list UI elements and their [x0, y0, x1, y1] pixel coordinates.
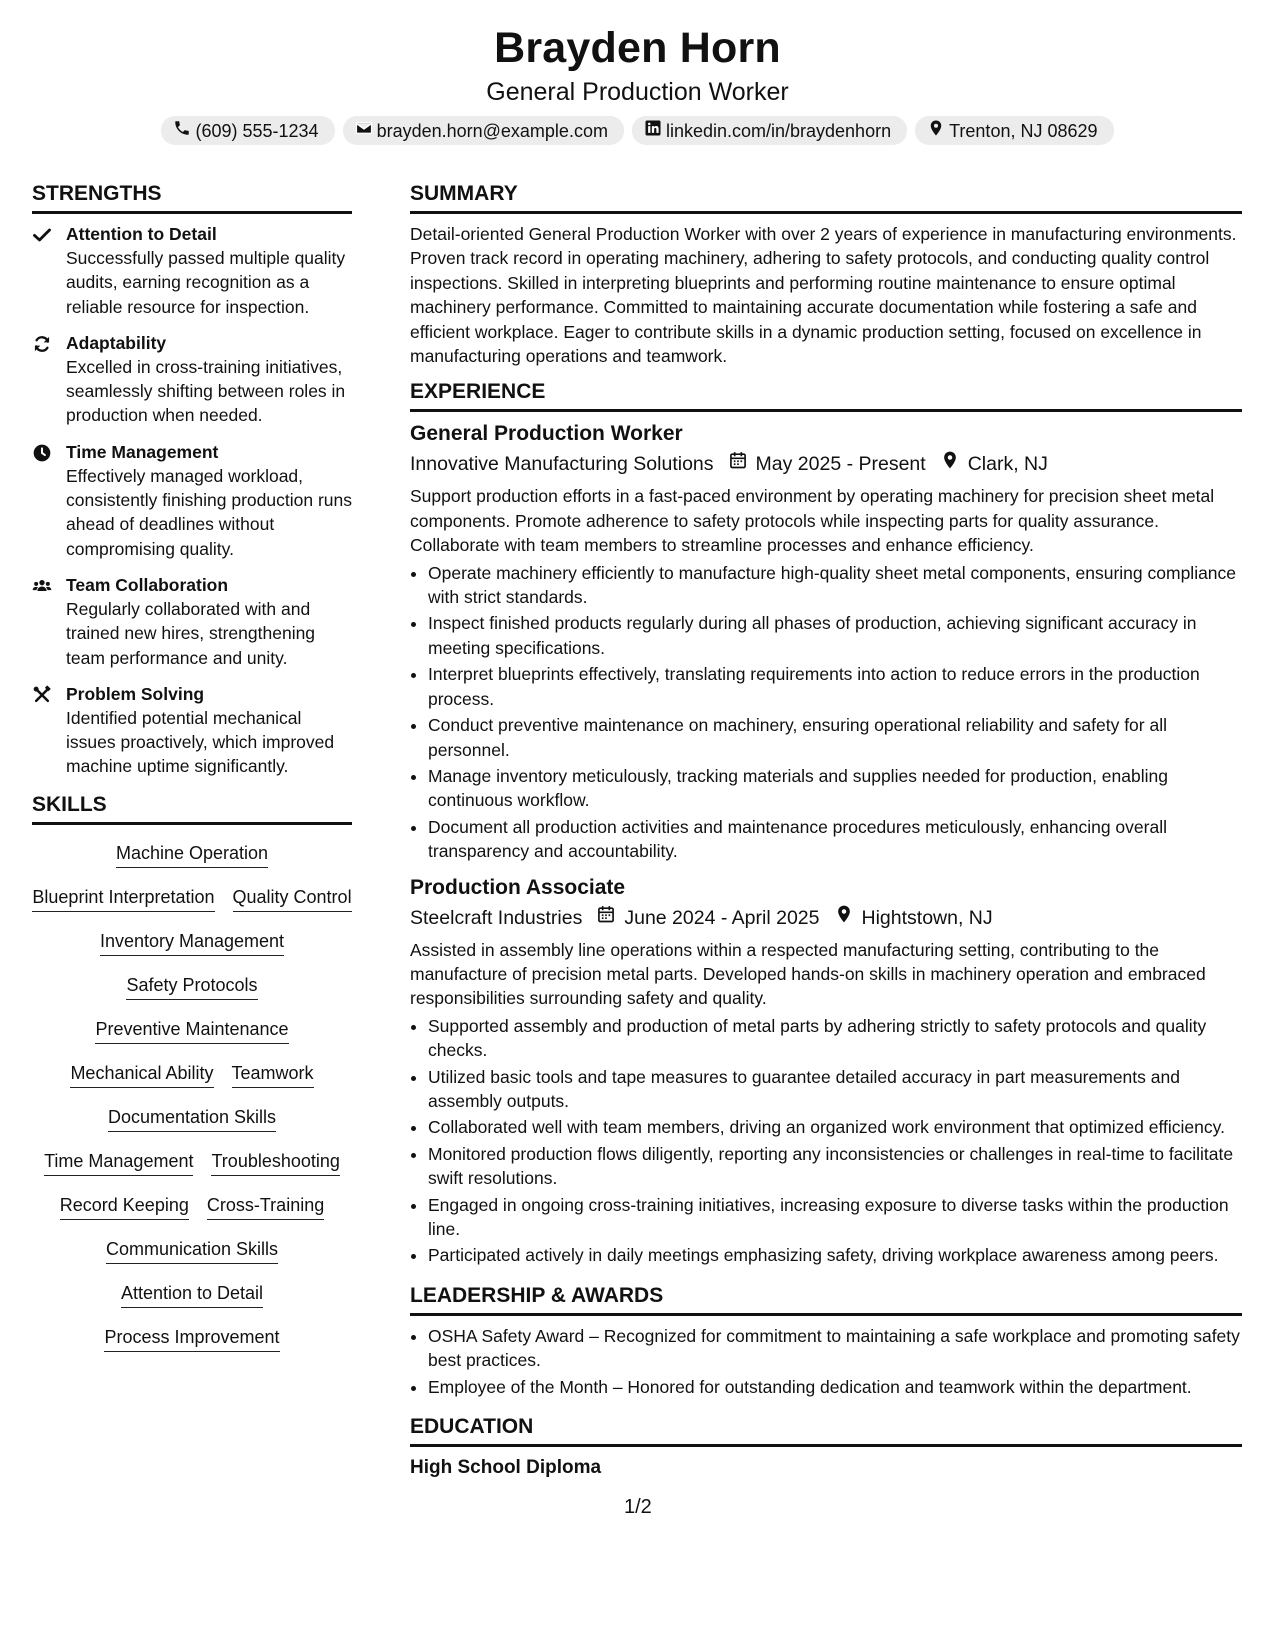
envelope-icon: [355, 119, 373, 142]
list-item: • Interpret blueprints effectively, translating requirements into action to reduce errors in the production process.: [428, 662, 1242, 711]
job-title: General Production Worker: [410, 422, 683, 446]
candidate-name: Brayden Horn: [494, 24, 781, 72]
left-column: [32, 180, 352, 1352]
linkedin-icon: [644, 119, 662, 142]
job-company: Innovative Manufacturing Solutions: [410, 453, 714, 476]
strength-description: Excelled in cross-training initiatives, seamlessly shifting between roles in production when needed.: [66, 356, 346, 426]
contact-location-text: Trenton, NJ 08629: [949, 120, 1098, 141]
list-item: • Inspect finished products regularly during all phases of production, achieving significant accuracy in meeting specifications.: [428, 611, 1242, 660]
map-pin-icon: [820, 904, 862, 932]
skill-tag: Blueprint Interpretation: [32, 885, 214, 912]
strength-description: Identified potential mechanical issues proactively, which improved machine uptime significantly.: [66, 707, 335, 777]
awards-heading: LEADERSHIP & AWARDS: [410, 1282, 1242, 1316]
clock-icon: [32, 440, 56, 561]
skill-tag: Preventive Maintenance: [95, 1017, 288, 1044]
skills-list: [32, 833, 352, 1352]
list-item: • Monitored production flows diligently, reporting any inconsistencies or challenges in real-time to facilitate swift resolutions.: [428, 1142, 1242, 1191]
resume-header: [0, 22, 1275, 145]
strength-item: [32, 440, 352, 561]
skill-tag: Quality Control: [233, 885, 352, 912]
skill-tag: Cross-Training: [207, 1193, 324, 1220]
strength-item: [32, 682, 352, 779]
list-item: • Supported assembly and production of metal parts by adhering strictly to safety protocols and quality checks.: [428, 1014, 1242, 1063]
list-item: • Manage inventory meticulously, tracking materials and supplies needed for production, enabling continuous workflow.: [428, 764, 1242, 813]
strength-description: Effectively managed workload, consistently finishing production runs ahead of deadlines without compromising quality.: [66, 465, 352, 559]
list-item: • Utilized basic tools and tape measures to guarantee detailed accuracy in part measurements and assembly outputs.: [428, 1065, 1242, 1114]
sync-icon: [32, 331, 56, 428]
job-company: Steelcraft Industries: [410, 906, 583, 929]
skill-tag: Troubleshooting: [211, 1149, 339, 1176]
strength-item: [32, 573, 352, 670]
strength-item: [32, 331, 352, 428]
strength-item: [32, 222, 352, 319]
awards-list: [410, 1324, 1242, 1399]
list-item: • Conduct preventive maintenance on machinery, ensuring operational reliability and safety for all personnel.: [428, 713, 1242, 762]
contact-location[interactable]: [915, 116, 1113, 145]
phone-icon: [173, 119, 191, 142]
calendar-icon: [714, 450, 756, 478]
job-location: Clark, NJ: [967, 453, 1048, 476]
job-description: Support production efforts in a fast-paced environment by operating machinery for precision sheet metal components. Promote adherence to safety protocols while inspecting parts for quality assurance. Collaborate with team members to streamline processes and enhance efficiency.: [410, 486, 1215, 556]
check-icon: [32, 222, 56, 319]
skill-tag: Communication Skills: [106, 1237, 278, 1264]
job-title: Production Associate: [410, 875, 626, 899]
job-meta: [410, 450, 1242, 478]
skill-tag: Record Keeping: [60, 1193, 189, 1220]
contact-email-text: brayden.horn@example.com: [376, 120, 608, 141]
job-entry: [410, 874, 1242, 1268]
contact-phone-text: (609) 555-1234: [195, 120, 319, 141]
calendar-icon: [582, 904, 624, 932]
strength-name: Attention to Detail: [66, 224, 217, 244]
job-meta: [410, 904, 1242, 932]
job-dates: May 2025 - Present: [755, 453, 926, 476]
skill-tag: Teamwork: [232, 1061, 314, 1088]
contact-linkedin[interactable]: [632, 116, 907, 145]
strength-name: Time Management: [66, 441, 219, 462]
strength-name: Adaptability: [66, 332, 167, 353]
candidate-title: General Production Worker: [486, 78, 789, 106]
summary-heading: SUMMARY: [410, 180, 1242, 214]
list-item: • Employee of the Month – Honored for outstanding dedication and teamwork within the department.: [428, 1375, 1242, 1399]
strength-description: Successfully passed multiple quality audits, earning recognition as a reliable resource for inspection.: [66, 248, 346, 317]
list-item: • Engaged in ongoing cross-training initiatives, increasing exposure to diverse tasks within the production line.: [428, 1193, 1242, 1242]
page-number: 1/2: [624, 1496, 652, 1518]
contact-email[interactable]: [343, 116, 624, 145]
job-bullets: [410, 561, 1242, 864]
map-pin-icon: [926, 450, 968, 478]
strength-name: Team Collaboration: [66, 574, 229, 595]
skill-tag: Time Management: [44, 1149, 193, 1176]
job-bullets: [410, 1014, 1242, 1268]
list-item: • Participated actively in daily meetings emphasizing safety, driving workplace awareness among peers.: [428, 1243, 1242, 1267]
list-item: • Document all production activities and maintenance procedures meticulously, enhancing overall transparency and accountability.: [428, 815, 1242, 864]
list-item: • OSHA Safety Award – Recognized for commitment to maintaining a safe workplace and promoting safety best practices.: [428, 1324, 1242, 1373]
strength-name: Problem Solving: [66, 683, 205, 704]
summary-text: Detail-oriented General Production Worker with over 2 years of experience in manufacturing environments. Proven track record in operating machinery, adhering to safety protocols, and conducting quality control inspections. Skilled in interpreting blueprints and performing routine maintenance to ensure optimal machinery performance. Committed to maintaining accurate documentation while fostering a safe and efficient workplace. Eager to contribute skills in a dynamic production setting, focused on excellence in manufacturing operations and teamwork.: [410, 224, 1237, 367]
skills-heading: SKILLS: [32, 791, 352, 825]
job-dates: June 2024 - April 2025: [624, 906, 820, 929]
job-location: Hightstown, NJ: [861, 906, 993, 929]
list-item: • Operate machinery efficiently to manufacture high-quality sheet metal components, ensuring compliance with strict standards.: [428, 561, 1242, 610]
skill-tag: Machine Operation: [116, 841, 268, 868]
job-description: Assisted in assembly line operations within a respected manufacturing setting, contributing to the manufacture of precision metal parts. Developed hands-on skills in machinery operation and embraced responsibilities surrounding safety and quality.: [410, 939, 1206, 1009]
skill-tag: Inventory Management: [100, 929, 284, 956]
contact-linkedin-text: linkedin.com/in/braydenhorn: [665, 120, 892, 141]
contact-phone[interactable]: [161, 116, 334, 145]
contact-bar: [0, 116, 1275, 145]
strengths-heading: STRENGTHS: [32, 180, 352, 214]
skill-tag: Mechanical Ability: [70, 1061, 213, 1088]
education-heading: EDUCATION: [410, 1413, 1242, 1447]
skill-tag: Documentation Skills: [108, 1105, 276, 1132]
skill-tag: Attention to Detail: [121, 1281, 263, 1308]
tools-icon: [32, 682, 56, 779]
education-degree: High School Diploma: [410, 1457, 602, 1479]
skill-tag: Process Improvement: [104, 1325, 279, 1352]
skill-tag: Safety Protocols: [126, 973, 257, 1000]
job-entry: [410, 420, 1242, 863]
users-icon: [32, 573, 56, 670]
strength-description: Regularly collaborated with and trained new hires, strengthening team performance and unity.: [66, 598, 316, 668]
map-pin-icon: [927, 119, 945, 142]
right-column: [410, 180, 1242, 1481]
list-item: • Collaborated well with team members, driving an organized work environment that optimized efficiency.: [428, 1115, 1242, 1139]
experience-heading: EXPERIENCE: [410, 378, 1242, 412]
